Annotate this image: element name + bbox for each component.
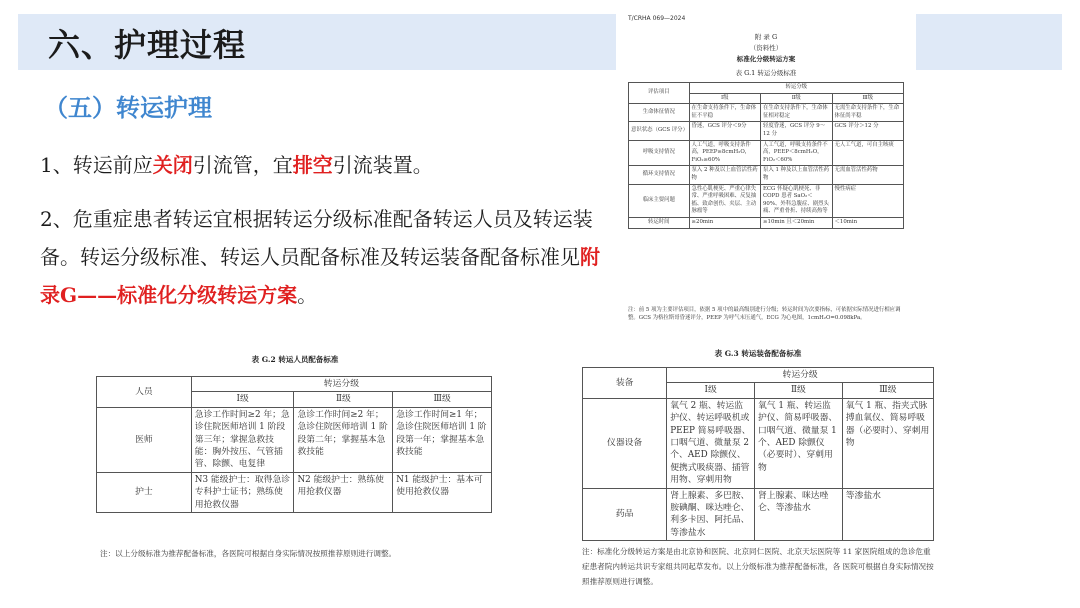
g3-cell: 肾上腺素、多巴胺、胺碘酮、咪达唑仑、利多卡因、阿托品、等渗盐水 <box>667 488 755 541</box>
table-g3-note: 注：标准化分级转运方案是由北京协和医院、北京同仁医院、北京天坛医院等 11 家医院组成的急诊危重症患者院内转运共识专家组共同起草发布。以上分级标准为推荐配备标准，各 医院可根据自身实际情况按照推荐原则进行调整。 <box>582 547 934 586</box>
g1-cell: 泵入 2 种及以上血管活性药物 <box>689 166 761 184</box>
g1-cell: 无需血管活性药物 <box>832 166 904 184</box>
p2-text-c: 。 <box>297 283 318 307</box>
g1-cell: 循环支持情况 <box>629 166 690 184</box>
p1-highlight-close: 关闭 <box>152 153 193 177</box>
g2-head-l2: Ⅱ级 <box>294 392 393 407</box>
p1-text-e: 引流装置。 <box>332 153 433 177</box>
g2-cell: 急诊工作时间≥1 年；急诊住院医师培训 1 阶段第一年；掌握基本急救技能 <box>393 407 492 472</box>
g1-cell: GCS 评分＞12 分 <box>832 122 904 140</box>
g1-cell: 无需生命支持条件下，生命体征尚平稳 <box>832 104 904 122</box>
g1-cell: 在生命支持条件下，生命体征不平稳 <box>689 104 761 122</box>
table-row <box>629 166 904 184</box>
g3-cell: 氧气 2 瓶、转运监护仪、转运呼吸机或 PEEP 简易呼吸器、口咽气道、微量泵 2 个、AED 除颤仪、便携式吸痰器、插管用物、穿刺用物 <box>667 398 755 488</box>
table-row <box>629 122 904 140</box>
title-band-right <box>916 14 1062 70</box>
table-g1-note: 注：前 5 项为主要评估项目，依据 5 项中的最高级别进行分级；转运时间为次要指标，可依据实际情况进行相应调整。GCS 为格拉斯哥昏迷评分，PEEP 为呼气末压通气，ECG 为心电图，1cmH₂O=0.098kPa。 <box>628 307 901 322</box>
g1-cell: 人工气道，呼吸支持条件不高，PEEP＜8cmH₂O，FiO₂＜60% <box>761 140 833 166</box>
standard-number: T/CRHA 069—2024 <box>628 15 686 22</box>
g2-cell: 急诊工作时间≥2 年；急诊住院医师培训 1 阶段第二年；掌握基本急救技能 <box>294 407 393 472</box>
g1-cell: 呼吸支持情况 <box>629 140 690 166</box>
g2-head-l3: Ⅲ级 <box>393 392 492 407</box>
g2-cell: 护士 <box>97 472 192 512</box>
p2-highlight-appendix: 附录G——标准化分级转运方案 <box>40 245 600 307</box>
table-row <box>97 407 492 472</box>
g1-head-l3: Ⅲ级 <box>832 93 904 104</box>
paragraph-2 <box>40 200 600 314</box>
g1-cell: 昏迷，GCS 评分＜9分 <box>689 122 761 140</box>
g2-cell: N3 能级护士：取得急诊专科护士证书；熟练使用抢救仪器 <box>191 472 294 512</box>
g3-head-l1: Ⅰ级 <box>667 383 755 398</box>
g1-cell: 在生命支持条件下，生命体征相对稳定 <box>761 104 833 122</box>
table-row <box>629 217 904 228</box>
g3-cell: 等渗盐水 <box>842 488 933 541</box>
table-row <box>629 184 904 217</box>
g3-cell: 仪器设备 <box>583 398 667 488</box>
table-g3 <box>582 367 934 541</box>
table-g1 <box>628 82 904 229</box>
paragraph-1 <box>40 146 600 184</box>
g3-cell: 药品 <box>583 488 667 541</box>
table-g2 <box>96 376 492 513</box>
g1-cell: 轻度昏迷，GCS 评分 9～12 分 <box>761 122 833 140</box>
g1-head-item: 评估项目 <box>629 83 690 104</box>
g1-head-l2: Ⅱ级 <box>761 93 833 104</box>
table-row <box>97 472 492 512</box>
appendix-title: 标准化分级转运方案 <box>736 55 796 63</box>
appendix-g-document <box>620 10 912 340</box>
table-row <box>629 104 904 122</box>
p2-text-a: 2、危重症患者转运宜根据转运分级标准配备转运人员及转运装备。转运分级标准、转运人员配备标准及转运装备配备标准见 <box>40 207 593 269</box>
g3-head-l2: Ⅱ级 <box>754 383 842 398</box>
table-row <box>629 140 904 166</box>
g2-cell: 医师 <box>97 407 192 472</box>
g3-head-equip: 装备 <box>583 368 667 399</box>
g2-cell: N2 能级护士：熟练使用抢救仪器 <box>294 472 393 512</box>
g2-cell: 急诊工作时间≥2 年；急诊住院医师培训 1 阶段第三年；掌握急救技能：胸外按压、气管插管、除颤、电复律 <box>191 407 294 472</box>
g3-head-l3: Ⅲ级 <box>842 383 933 398</box>
g1-cell: ≥10min 且＜20min <box>761 217 833 228</box>
g3-cell: 氧气 1 瓶、转运监护仪、简易呼吸器、口咽气道、微量泵 1 个、AED 除颤仪（必要时）、穿刺用物 <box>754 398 842 488</box>
section-heading: （五）转运护理 <box>44 94 212 122</box>
g1-cell: 意识状态（GCS 评分） <box>629 122 690 140</box>
g1-cell: 生命体征情况 <box>629 104 690 122</box>
g1-cell: 无人工气道，可自主咳痰 <box>832 140 904 166</box>
g1-cell: 转运时间 <box>629 217 690 228</box>
g1-cell: 急性心肌梗死、严重心律失常、严重呼吸困难、反复抽搐、致命创伤、夹层、主动脉瘤等 <box>689 184 761 217</box>
g1-cell: 泵入 1 种及以上血管活性药物 <box>761 166 833 184</box>
g1-cell: ECG 怀疑心肌梗死、非 COPD 患者 SaO₂＜90%、外科急腹症、剧烈头痛、严重骨折、持续高热等 <box>761 184 833 217</box>
table-g1-title: 表 G.1 转运分级标准 <box>735 69 797 77</box>
g1-cell: 慢性病症 <box>832 184 904 217</box>
p1-text-c: 引流管，宜 <box>192 153 293 177</box>
appendix-label: 附 录 G <box>754 33 778 41</box>
g2-head-person: 人员 <box>97 377 192 408</box>
table-g2-note: 注：以上分级标准为推荐配备标准，各医院可根据自身实际情况按照推荐原则进行调整。 <box>100 549 397 558</box>
g1-head-group: 转运分级 <box>689 83 904 94</box>
table-row <box>583 488 934 541</box>
g2-head-group: 转运分级 <box>191 377 491 392</box>
p1-highlight-empty: 排空 <box>292 153 333 177</box>
g3-head-group: 转运分级 <box>667 368 934 383</box>
table-g3-title: 表 G.3 转运装备配备标准 <box>714 349 802 358</box>
table-g2-title: 表 G.2 转运人员配备标准 <box>251 355 339 364</box>
g3-cell: 氧气 1 瓶、指夹式脉搏血氧仪、简易呼吸器（必要时）、穿刺用物 <box>842 398 933 488</box>
g1-cell: ≥20min <box>689 217 761 228</box>
g1-head-l1: Ⅰ级 <box>689 93 761 104</box>
g1-cell: 临床主要问题 <box>629 184 690 217</box>
appendix-type: （资料性） <box>749 44 783 52</box>
p1-text-a: 1、转运前应 <box>40 153 153 177</box>
g2-head-l1: Ⅰ级 <box>191 392 294 407</box>
g1-cell: ＜10min <box>832 217 904 228</box>
g2-cell: N1 能级护士：基本可使用抢救仪器 <box>393 472 492 512</box>
page-title: 六、护理过程 <box>48 26 247 64</box>
g3-cell: 肾上腺素、咪达唑仑、等渗盐水 <box>754 488 842 541</box>
table-row <box>583 398 934 488</box>
g1-cell: 人工气道，呼吸支持条件高，PEEP≥8cmH₂O，FiO₂≥60% <box>689 140 761 166</box>
